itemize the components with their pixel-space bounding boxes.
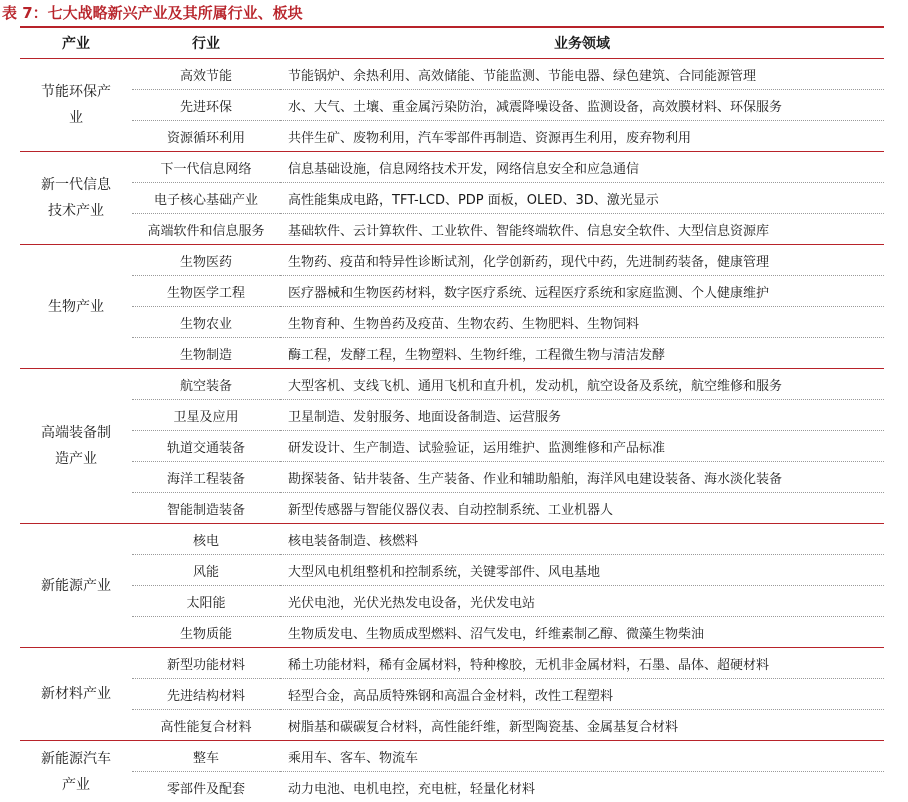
sector-cell: 海洋工程装备 — [132, 462, 280, 493]
domain-cell: 共伴生矿、废物利用，汽车零部件再制造、资源再生利用，废弃物利用 — [280, 121, 884, 152]
sector-cell: 生物质能 — [132, 617, 280, 648]
domain-cell: 生物育种、生物兽药及疫苗、生物农药、生物肥料、生物饲料 — [280, 307, 884, 338]
domain-cell: 酶工程，发酵工程，生物塑料、生物纤维，工程微生物与清洁发酵 — [280, 338, 884, 369]
industry-name: 高端装备制造产业 — [40, 420, 112, 472]
header-industry: 产业 — [20, 28, 132, 59]
industry-name: 新能源产业 — [40, 573, 112, 599]
domain-cell: 大型风电机组整机和控制系统，关键零部件、风电基地 — [280, 555, 884, 586]
domain-cell: 基础软件、云计算软件、工业软件、智能终端软件、信息安全软件、大型信息资源库 — [280, 214, 884, 245]
industry-name: 新材料产业 — [40, 681, 112, 707]
industry-cell — [20, 524, 132, 648]
domain-cell: 动力电池、电机电控，充电桩，轻量化材料 — [280, 772, 884, 802]
industry-cell — [20, 741, 132, 802]
domain-cell: 轻型合金，高品质特殊钢和高温合金材料，改性工程塑料 — [280, 679, 884, 710]
table-row — [20, 214, 884, 245]
industry-name: 生物产业 — [40, 294, 112, 320]
industry-name: 节能环保产业 — [40, 79, 112, 131]
domain-cell: 节能锅炉、余热利用、高效储能、节能监测、节能电器、绿色建筑、合同能源管理 — [280, 59, 884, 90]
sector-cell: 新型功能材料 — [132, 648, 280, 679]
sector-cell: 生物农业 — [132, 307, 280, 338]
sector-cell: 生物制造 — [132, 338, 280, 369]
domain-cell: 研发设计、生产制造、试验验证，运用维护、监测维修和产品标准 — [280, 431, 884, 462]
sector-cell: 太阳能 — [132, 586, 280, 617]
table-row — [20, 462, 884, 493]
industry-name: 新能源汽车产业 — [40, 746, 112, 798]
domain-cell: 光伏电池，光伏光热发电设备，光伏发电站 — [280, 586, 884, 617]
sector-cell: 下一代信息网络 — [132, 152, 280, 183]
sector-cell: 高端软件和信息服务 — [132, 214, 280, 245]
sector-cell: 风能 — [132, 555, 280, 586]
sector-cell: 核电 — [132, 524, 280, 555]
industry-name: 新一代信息技术产业 — [40, 172, 112, 224]
domain-cell: 生物药、疫苗和特异性诊断试剂，化学创新药，现代中药，先进制药装备，健康管理 — [280, 245, 884, 276]
table-row — [20, 679, 884, 710]
table-row — [20, 307, 884, 338]
sector-cell: 先进环保 — [132, 90, 280, 121]
sector-cell: 航空装备 — [132, 369, 280, 400]
sector-cell: 高性能复合材料 — [132, 710, 280, 741]
domain-cell: 医疗器械和生物医药材料，数字医疗系统、远程医疗系统和家庭监测、个人健康维护 — [280, 276, 884, 307]
industry-cell — [20, 59, 132, 152]
table-row — [20, 741, 884, 772]
sector-cell: 智能制造装备 — [132, 493, 280, 524]
domain-cell: 生物质发电、生物质成型燃料、沼气发电，纤维素制乙醇、微藻生物柴油 — [280, 617, 884, 648]
domain-cell: 信息基础设施，信息网络技术开发，网络信息安全和应急通信 — [280, 152, 884, 183]
table-row — [20, 772, 884, 802]
sector-cell: 高效节能 — [132, 59, 280, 90]
table-row — [20, 586, 884, 617]
domain-cell: 勘探装备、钻井装备、生产装备、作业和辅助船舶，海洋风电建设装备、海水淡化装备 — [280, 462, 884, 493]
table-row — [20, 617, 884, 648]
sector-cell: 生物医学工程 — [132, 276, 280, 307]
sector-cell: 电子核心基础产业 — [132, 183, 280, 214]
table-row — [20, 710, 884, 741]
table-row — [20, 369, 884, 400]
table-body — [20, 59, 884, 802]
domain-cell: 大型客机、支线飞机、通用飞机和直升机，发动机，航空设备及系统，航空维修和服务 — [280, 369, 884, 400]
table-row — [20, 400, 884, 431]
industry-cell — [20, 152, 132, 245]
domain-cell: 水、大气、土壤、重金属污染防治，减震降噪设备、监测设备，高效膜材料、环保服务 — [280, 90, 884, 121]
table-row — [20, 338, 884, 369]
table-row — [20, 152, 884, 183]
industry-cell — [20, 369, 132, 524]
table-row — [20, 524, 884, 555]
domain-cell: 新型传感器与智能仪器仪表、自动控制系统、工业机器人 — [280, 493, 884, 524]
table-row — [20, 183, 884, 214]
header-domain: 业务领域 — [280, 28, 884, 59]
table-row — [20, 276, 884, 307]
domain-cell: 卫星制造、发射服务、地面设备制造、运营服务 — [280, 400, 884, 431]
table-row — [20, 493, 884, 524]
sector-cell: 生物医药 — [132, 245, 280, 276]
sector-cell: 先进结构材料 — [132, 679, 280, 710]
domain-cell: 乘用车、客车、物流车 — [280, 741, 884, 772]
domain-cell: 稀土功能材料，稀有金属材料，特种橡胶，无机非金属材料，石墨、晶体、超硬材料 — [280, 648, 884, 679]
table-row — [20, 245, 884, 276]
domain-cell: 高性能集成电路，TFT-LCD、PDP 面板，OLED、3D、激光显示 — [280, 183, 884, 214]
domain-cell: 树脂基和碳碳复合材料，高性能纤维，新型陶瓷基、金属基复合材料 — [280, 710, 884, 741]
table-row — [20, 59, 884, 90]
sector-cell: 卫星及应用 — [132, 400, 280, 431]
sector-cell: 资源循环利用 — [132, 121, 280, 152]
industry-cell — [20, 245, 132, 369]
sector-cell: 轨道交通装备 — [132, 431, 280, 462]
industry-cell — [20, 648, 132, 741]
table-title: 表 7：七大战略新兴产业及其所属行业、板块 — [2, 0, 303, 26]
table-header-row — [20, 28, 884, 59]
table-row — [20, 121, 884, 152]
table-row — [20, 555, 884, 586]
sector-cell: 整车 — [132, 741, 280, 772]
table-row — [20, 90, 884, 121]
table-row — [20, 648, 884, 679]
industry-table — [20, 28, 884, 802]
domain-cell: 核电装备制造、核燃料 — [280, 524, 884, 555]
table-row — [20, 431, 884, 462]
header-sector: 行业 — [132, 28, 280, 59]
sector-cell: 零部件及配套 — [132, 772, 280, 802]
